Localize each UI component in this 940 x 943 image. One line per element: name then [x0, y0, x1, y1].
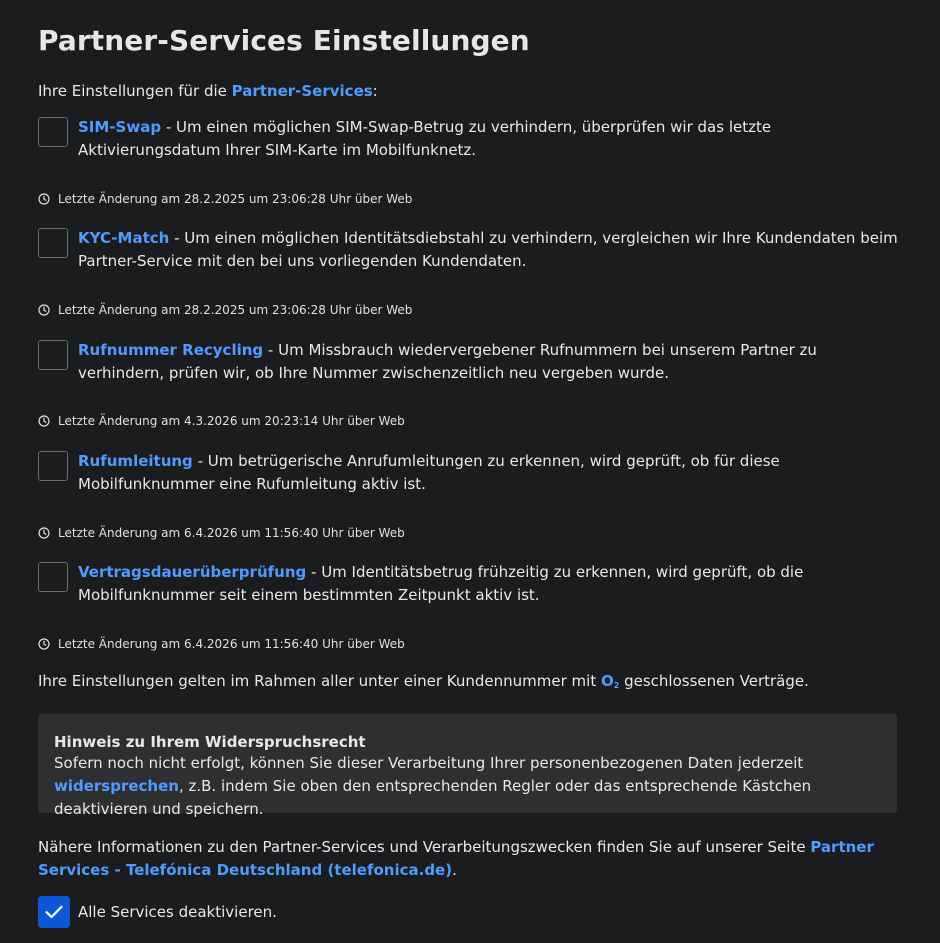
last-change-info	[38, 413, 405, 429]
service-description	[78, 561, 900, 607]
notice-title: Hinweis zu Ihrem Widerspruchsrecht	[54, 733, 366, 751]
last-change-text: Letzte Änderung am 4.3.2026 um 20:23:14 Uhr über Web	[58, 414, 405, 428]
objection-notice-box	[38, 714, 897, 818]
more-info-prefix: Nähere Informationen zu den Partner-Services und Verarbeitungszwecken finden Sie auf unserer Seite	[38, 838, 811, 856]
last-change-text: Letzte Änderung am 6.4.2026 um 11:56:40 Uhr über Web	[58, 526, 405, 540]
service-description-text: - Um Identitätsbetrug frühzeitig zu erkennen, wird geprüft, ob die Mobilfunknummer seit einem bestimmten Zeitpunkt aktiv ist.	[78, 563, 804, 604]
deactivate-all-checkbox[interactable]	[38, 896, 70, 928]
clock-icon	[38, 527, 50, 539]
more-info-text	[38, 836, 898, 882]
clock-icon	[38, 193, 50, 205]
intro-suffix: :	[372, 82, 378, 100]
clock-icon	[38, 415, 50, 427]
last-change-text: Letzte Änderung am 6.4.2026 um 11:56:40 Uhr über Web	[58, 637, 405, 651]
checkmark-icon	[45, 905, 63, 919]
intro-prefix: Ihre Einstellungen für die	[38, 82, 232, 100]
last-change-info	[38, 191, 412, 207]
clock-icon	[38, 638, 50, 650]
more-info-suffix: .	[452, 861, 457, 879]
kyc-match-link[interactable]: KYC-Match	[78, 229, 170, 247]
telefonica-partner-services-link[interactable]: Partner Services - Telefónica Deutschland (telefonica.de)	[38, 838, 874, 879]
widersprechen-link[interactable]: widersprechen	[54, 777, 179, 795]
page-title: Partner-Services Einstellungen	[38, 24, 530, 57]
deactivate-all-label[interactable]: Alle Services deaktivieren.	[78, 903, 277, 921]
last-change-text: Letzte Änderung am 28.2.2025 um 23:06:28 Uhr über Web	[58, 303, 413, 317]
contract-scope-note	[38, 670, 809, 697]
o2-logo	[601, 672, 619, 690]
notice-text-before: Sofern noch nicht erfolgt, können Sie dieser Verarbeitung Ihrer personenbezogenen Daten jederzeit	[54, 754, 804, 772]
last-change-info	[38, 525, 405, 541]
service-description	[78, 339, 900, 385]
partner-services-link[interactable]: Partner-Services	[231, 82, 373, 100]
vertragsdauerueberpruefung-link[interactable]: Vertragsdauerüberprüfung	[78, 563, 307, 581]
sim-swap-checkbox[interactable]	[38, 117, 68, 147]
last-change-text: Letzte Änderung am 28.2.2025 um 23:06:28 Uhr über Web	[58, 192, 413, 206]
sim-swap-link[interactable]: SIM-Swap	[78, 118, 162, 136]
service-description-text: - Um betrügerische Anrufumleitungen zu erkennen, wird geprüft, ob für diese Mobilfunknummer eine Rufumleitung aktiv ist.	[78, 452, 780, 493]
service-description	[78, 227, 900, 273]
deactivate-all-row	[38, 896, 277, 928]
clock-icon	[38, 304, 50, 316]
o2-sub: 2	[613, 681, 620, 690]
service-description	[78, 450, 900, 496]
last-change-info	[38, 302, 412, 318]
vertragsdauerueberpruefung-checkbox[interactable]	[38, 562, 68, 592]
rufnummer-recycling-link[interactable]: Rufnummer Recycling	[78, 341, 264, 359]
rufumleitung-link[interactable]: Rufumleitung	[78, 452, 193, 470]
last-change-info	[38, 636, 405, 652]
contract-note-suffix: geschlossenen Verträge.	[619, 672, 809, 690]
service-description-text: - Um einen möglichen SIM-Swap-Betrug zu verhindern, überprüfen wir das letzte Aktivierungsdatum Ihrer SIM-Karte im Mobilfunknetz.	[78, 118, 772, 159]
rufumleitung-checkbox[interactable]	[38, 451, 68, 481]
kyc-match-checkbox[interactable]	[38, 228, 68, 258]
intro-text	[38, 80, 378, 102]
rufnummer-recycling-checkbox[interactable]	[38, 340, 68, 370]
service-description	[78, 116, 900, 162]
contract-note-prefix: Ihre Einstellungen gelten im Rahmen aller unter einer Kundennummer mit	[38, 672, 601, 690]
service-description-text: - Um Missbrauch wiedervergebener Rufnummern bei unserem Partner zu verhindern, prüfen wir, ob Ihre Nummer zwischenzeitlich neu vergeben wurde.	[78, 341, 817, 382]
notice-text-after: , z.B. indem Sie oben den entsprechenden Regler oder das entsprechende Kästchen deaktivieren und speichern.	[54, 777, 812, 818]
service-description-text: - Um einen möglichen Identitätsdiebstahl zu verhindern, vergleichen wir Ihre Kundendaten beim Partner-Service mit den bei uns vorliegenden Kundendaten.	[78, 229, 898, 270]
o2-letter: O	[600, 672, 614, 690]
